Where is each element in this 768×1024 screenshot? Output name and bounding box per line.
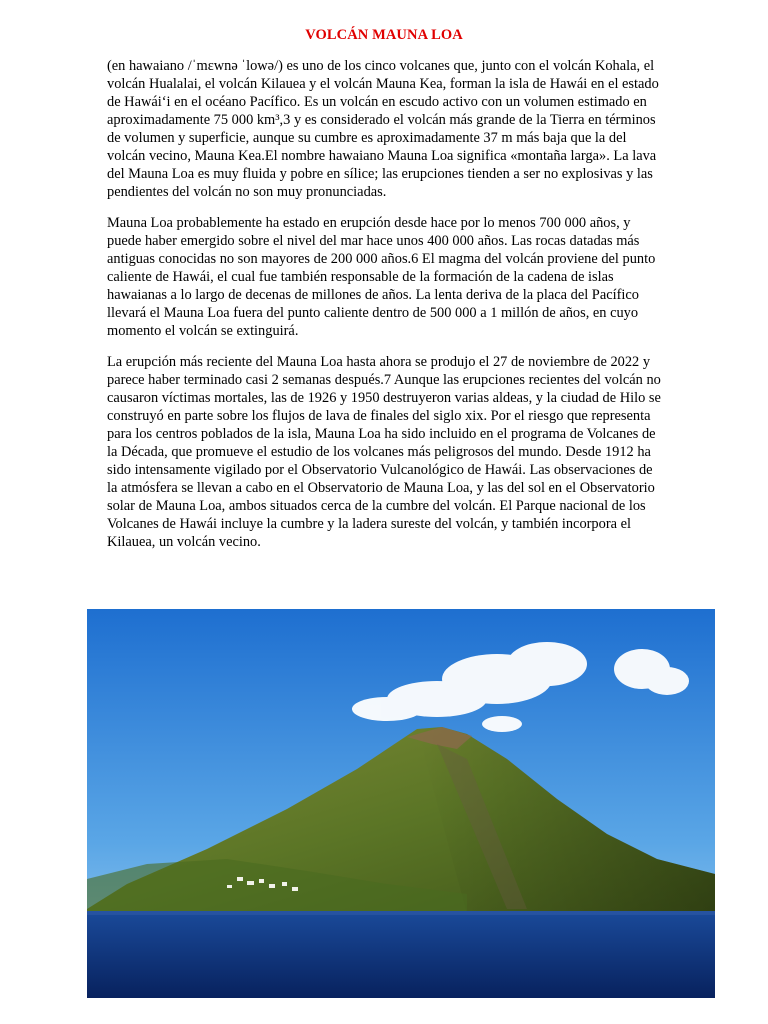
document-title: VOLCÁN MAUNA LOA (305, 27, 463, 43)
document-body (107, 57, 663, 564)
paragraph-3: La erupción más reciente del Mauna Loa hasta ahora se produjo el 27 de noviembre de 2022 y parece haber terminado casi 2 semanas después.7 Aunque las erupciones recientes del volcán no causaron víctimas mortales, las de 1926 y 1950 destruyeron varias aldeas, y la ciudad de Hilo se construyó en parte sobre los flujos de lava de finales del siglo xix. Por el riesgo que representa para los centros poblados de la isla, Mauna Loa ha sido incluido en el programa de Volcanes de la Década, que promueve el estudio de los volcanes más peligrosos del mundo. Desde 1912 ha sido intensamente vigilado por el Observatorio Vulcanológico de Hawái. Las observaciones de la atmósfera se llevan a cabo en el Observatorio de Mauna Loa, y las del sol en el Observatorio solar de Mauna Loa, ambos situados cerca de la cumbre del volcán. El Parque nacional de los Volcanes de Hawái incluye la cumbre y la ladera sureste del volcán, y también incorpora el Kilauea, un volcán vecino. (107, 354, 661, 550)
volcano-photo (87, 609, 715, 998)
paragraph-2: Mauna Loa probablemente ha estado en erupción desde hace por lo menos 700 000 años, y puede haber emergido sobre el nivel del mar hace unos 400 000 años. Las rocas datadas más antiguas conocidas no son mayores de 200 000 años.6 El magma del volcán proviene del punto caliente de Hawái, el cual fue también responsable de la formación de la cadena de islas hawaianas a lo largo de decenas de millones de años. La lenta deriva de la placa del Pacífico llevará el Mauna Loa fuera del punto caliente dentro de 500 000 a 1 millón de años, en cuyo momento el volcán se extinguirá. (107, 215, 656, 339)
volcano-illustration (87, 609, 715, 998)
paragraph-1: (en hawaiano /ˈmɛwnə ˈlowə/) es uno de los cinco volcanes que, junto con el volcán Kohala, el volcán Hualalai, el volcán Kilauea y el volcán Mauna Kea, forman la isla de Hawái en el estado de Hawáiʻi en el océano Pacífico. Es un volcán en escudo activo con un volumen estimado en aproximadamente 75 000 km³,3 y es considerado el volcán más grande de la Tierra en términos de volumen y superficie, aunque su cumbre es aproximadamente 37 m más baja que la del volcán vecino, Mauna Kea.El nombre hawaiano Mauna Loa significa «montaña larga». La lava del Mauna Loa es muy fluida y pobre en sílice; las erupciones tienden a ser no explosivas y las pendientes del volcán no son muy pronunciadas. (107, 58, 659, 200)
